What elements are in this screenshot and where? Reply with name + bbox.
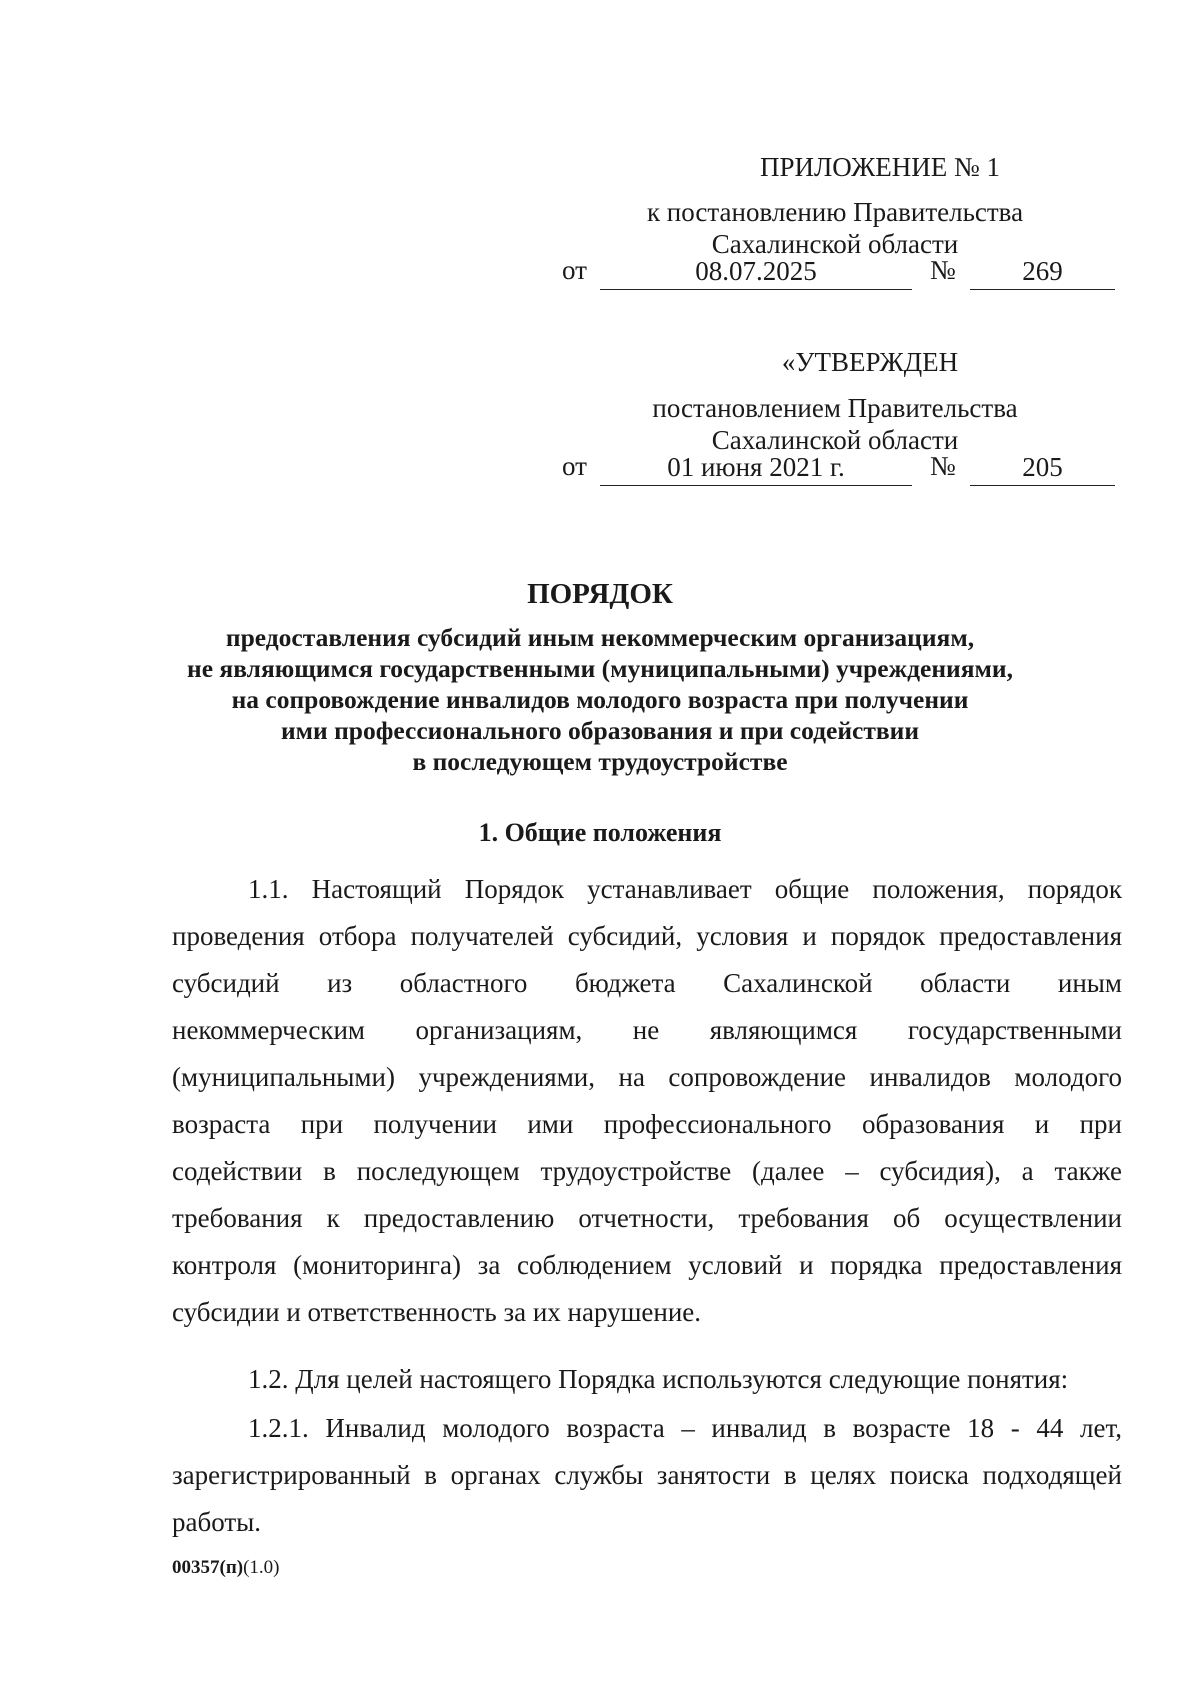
approved-number-sign: № — [930, 451, 956, 481]
attachment-date: 08.07.2025 — [600, 256, 912, 290]
paragraph-line: 1.1. Настоящий Порядок устанавливает общие положения, порядок — [248, 874, 1122, 904]
section-title: 1. Общие положения — [478, 818, 722, 847]
paragraph-line: 1.2.1. Инвалид молодого возраста – инвалид в возрасте 18 - 44 лет, — [248, 1413, 1122, 1443]
paragraph-line: проведения отбора получателей субсидий, условия и порядок предоставления — [172, 921, 1122, 951]
paragraph-line: субсидии и ответственность за их нарушение. — [172, 1297, 702, 1327]
paragraph-1-2-1 — [172, 1405, 1122, 1546]
document-code-main: 00357(п) — [172, 1557, 244, 1578]
subtitle-line: ими профессионального образования и при содействии — [280, 716, 920, 745]
approved-by-line2: Сахалинской области — [711, 425, 959, 455]
paragraph-line: контроля (мониторинга) за соблюдением условий и порядка предоставления — [172, 1250, 1122, 1280]
attachment-to-line2: Сахалинской области — [711, 229, 959, 259]
subtitle-line: на сопровождение инвалидов молодого возраста при получении — [231, 685, 969, 714]
approved-date: 01 июня 2021 г. — [600, 452, 912, 486]
attachment-number: 269 — [970, 256, 1115, 290]
document-subtitle — [150, 622, 1050, 777]
approved-date-line — [562, 450, 1117, 486]
subtitle-line: в последующем трудоустройстве — [412, 747, 788, 776]
approved-from-label: от — [562, 451, 587, 481]
approved-by-line1: постановлением Правительства — [652, 393, 1018, 423]
attachment-title: ПРИЛОЖЕНИЕ № 1 — [759, 152, 1001, 182]
paragraph-line: содействии в последующем трудоустройстве (далее – субсидия), а также — [172, 1156, 1122, 1186]
approved-title: «УТВЕРЖДЕН — [781, 347, 959, 377]
attachment-date-line — [562, 254, 1117, 290]
attachment-number-sign: № — [930, 255, 956, 285]
document-code — [172, 1557, 280, 1579]
paragraph-line: зарегистрированный в органах службы занятости в целях поиска подходящей — [172, 1460, 1122, 1490]
paragraph-line: 1.2. Для целей настоящего Порядка используются следующие понятия: — [248, 1364, 1069, 1394]
paragraph-1-2 — [172, 1356, 1122, 1403]
attachment-from-label: от — [562, 255, 587, 285]
subtitle-line: не являющимся государственными (муниципальными) учреждениями, — [187, 654, 1013, 683]
document-title: ПОРЯДОК — [527, 578, 673, 610]
subtitle-line: предоставления субсидий иным некоммерческим организациям, — [225, 623, 975, 652]
paragraph-line: (муниципальными) учреждениями, на сопровождение инвалидов молодого — [172, 1062, 1122, 1092]
paragraph-line: некоммерческим организациям, не являющимся государственными — [172, 1015, 1122, 1045]
approved-number: 205 — [970, 452, 1115, 486]
paragraph-line: возраста при получении ими профессионального образования и при — [172, 1109, 1122, 1139]
paragraph-line: требования к предоставлению отчетности, требования об осуществлении — [172, 1203, 1122, 1233]
document-code-version: (1.0) — [243, 1557, 280, 1578]
attachment-to-line1: к постановлению Правительства — [646, 197, 1024, 227]
paragraph-line: работы. — [172, 1507, 262, 1537]
paragraph-1-1 — [172, 866, 1122, 1336]
paragraph-line: субсидий из областного бюджета Сахалинской области иным — [172, 968, 1122, 998]
